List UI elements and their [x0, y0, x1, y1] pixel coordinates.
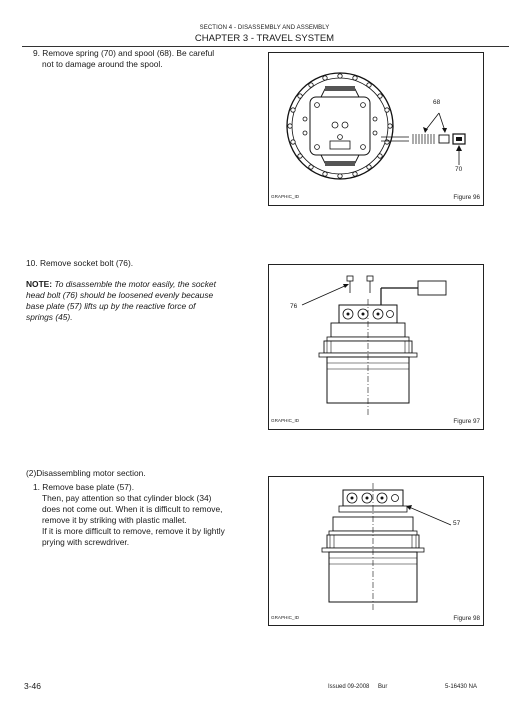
- page-number: 3-46: [24, 681, 42, 691]
- header-divider: [22, 46, 509, 47]
- motor-section-heading: (2)Disassembling motor section.: [26, 468, 146, 478]
- figure-label: Figure 96: [453, 194, 480, 201]
- graphic-id: GRAPHIC_ID: [271, 194, 300, 199]
- callout-70: 70: [455, 166, 463, 173]
- motor-step1-line5: If it is more difficult to remove, remove it by lightly: [42, 526, 225, 536]
- travel-motor-top-view-drawing: [269, 53, 483, 205]
- motor-step1-line6: prying with screwdriver.: [42, 537, 130, 547]
- section-title: SECTION 4 - DISASSEMBLY AND ASSEMBLY: [199, 25, 330, 31]
- figure-98: [268, 476, 484, 626]
- chapter-title: CHAPTER 3 - TRAVEL SYSTEM: [194, 33, 335, 44]
- motor-step1-line1: 1. Remove base plate (57).: [33, 482, 135, 492]
- graphic-id: GRAPHIC_ID: [271, 615, 300, 620]
- figure-label: Figure 98: [453, 615, 480, 622]
- callout-57: 57: [453, 520, 461, 527]
- step10-title: 10. Remove socket bolt (76).: [26, 258, 134, 268]
- step10-note-line4: springs (45).: [26, 312, 73, 322]
- motor-side-view-drawing: [269, 265, 483, 429]
- step10-note-line1: [26, 279, 216, 290]
- graphic-id: GRAPHIC_ID: [271, 418, 300, 423]
- figure-96: [268, 52, 484, 206]
- figure-97: [268, 264, 484, 430]
- issued-date: Issued 09-2008: [328, 684, 370, 690]
- step9-line1: 9. Remove spring (70) and spool (68). Be careful: [33, 48, 215, 58]
- motor-step1-line4: remove it by striking with plastic mallet.: [42, 515, 187, 525]
- note-text: To disassemble the motor easily, the socket: [52, 279, 216, 289]
- callout-76: 76: [290, 303, 298, 310]
- step9-line2: not to damage around the spool.: [42, 59, 163, 69]
- motor-step1-line3: does not come out. When it is difficult to remove,: [42, 504, 223, 514]
- note-label: NOTE:: [26, 279, 53, 289]
- callout-68: 68: [433, 99, 441, 106]
- figure-label: Figure 97: [453, 418, 480, 425]
- step10-note-line3: base plate (57) lifts up by the reactive force of: [26, 301, 196, 311]
- language-code: Bur: [378, 684, 388, 690]
- step10-note-line2: head bolt (76) should be loosened evenly because: [26, 290, 214, 300]
- document-number: 5-16430 NA: [445, 684, 478, 690]
- motor-step1-line2: Then, pay attention so that cylinder block (34): [42, 493, 212, 503]
- motor-base-plate-drawing: [269, 477, 483, 625]
